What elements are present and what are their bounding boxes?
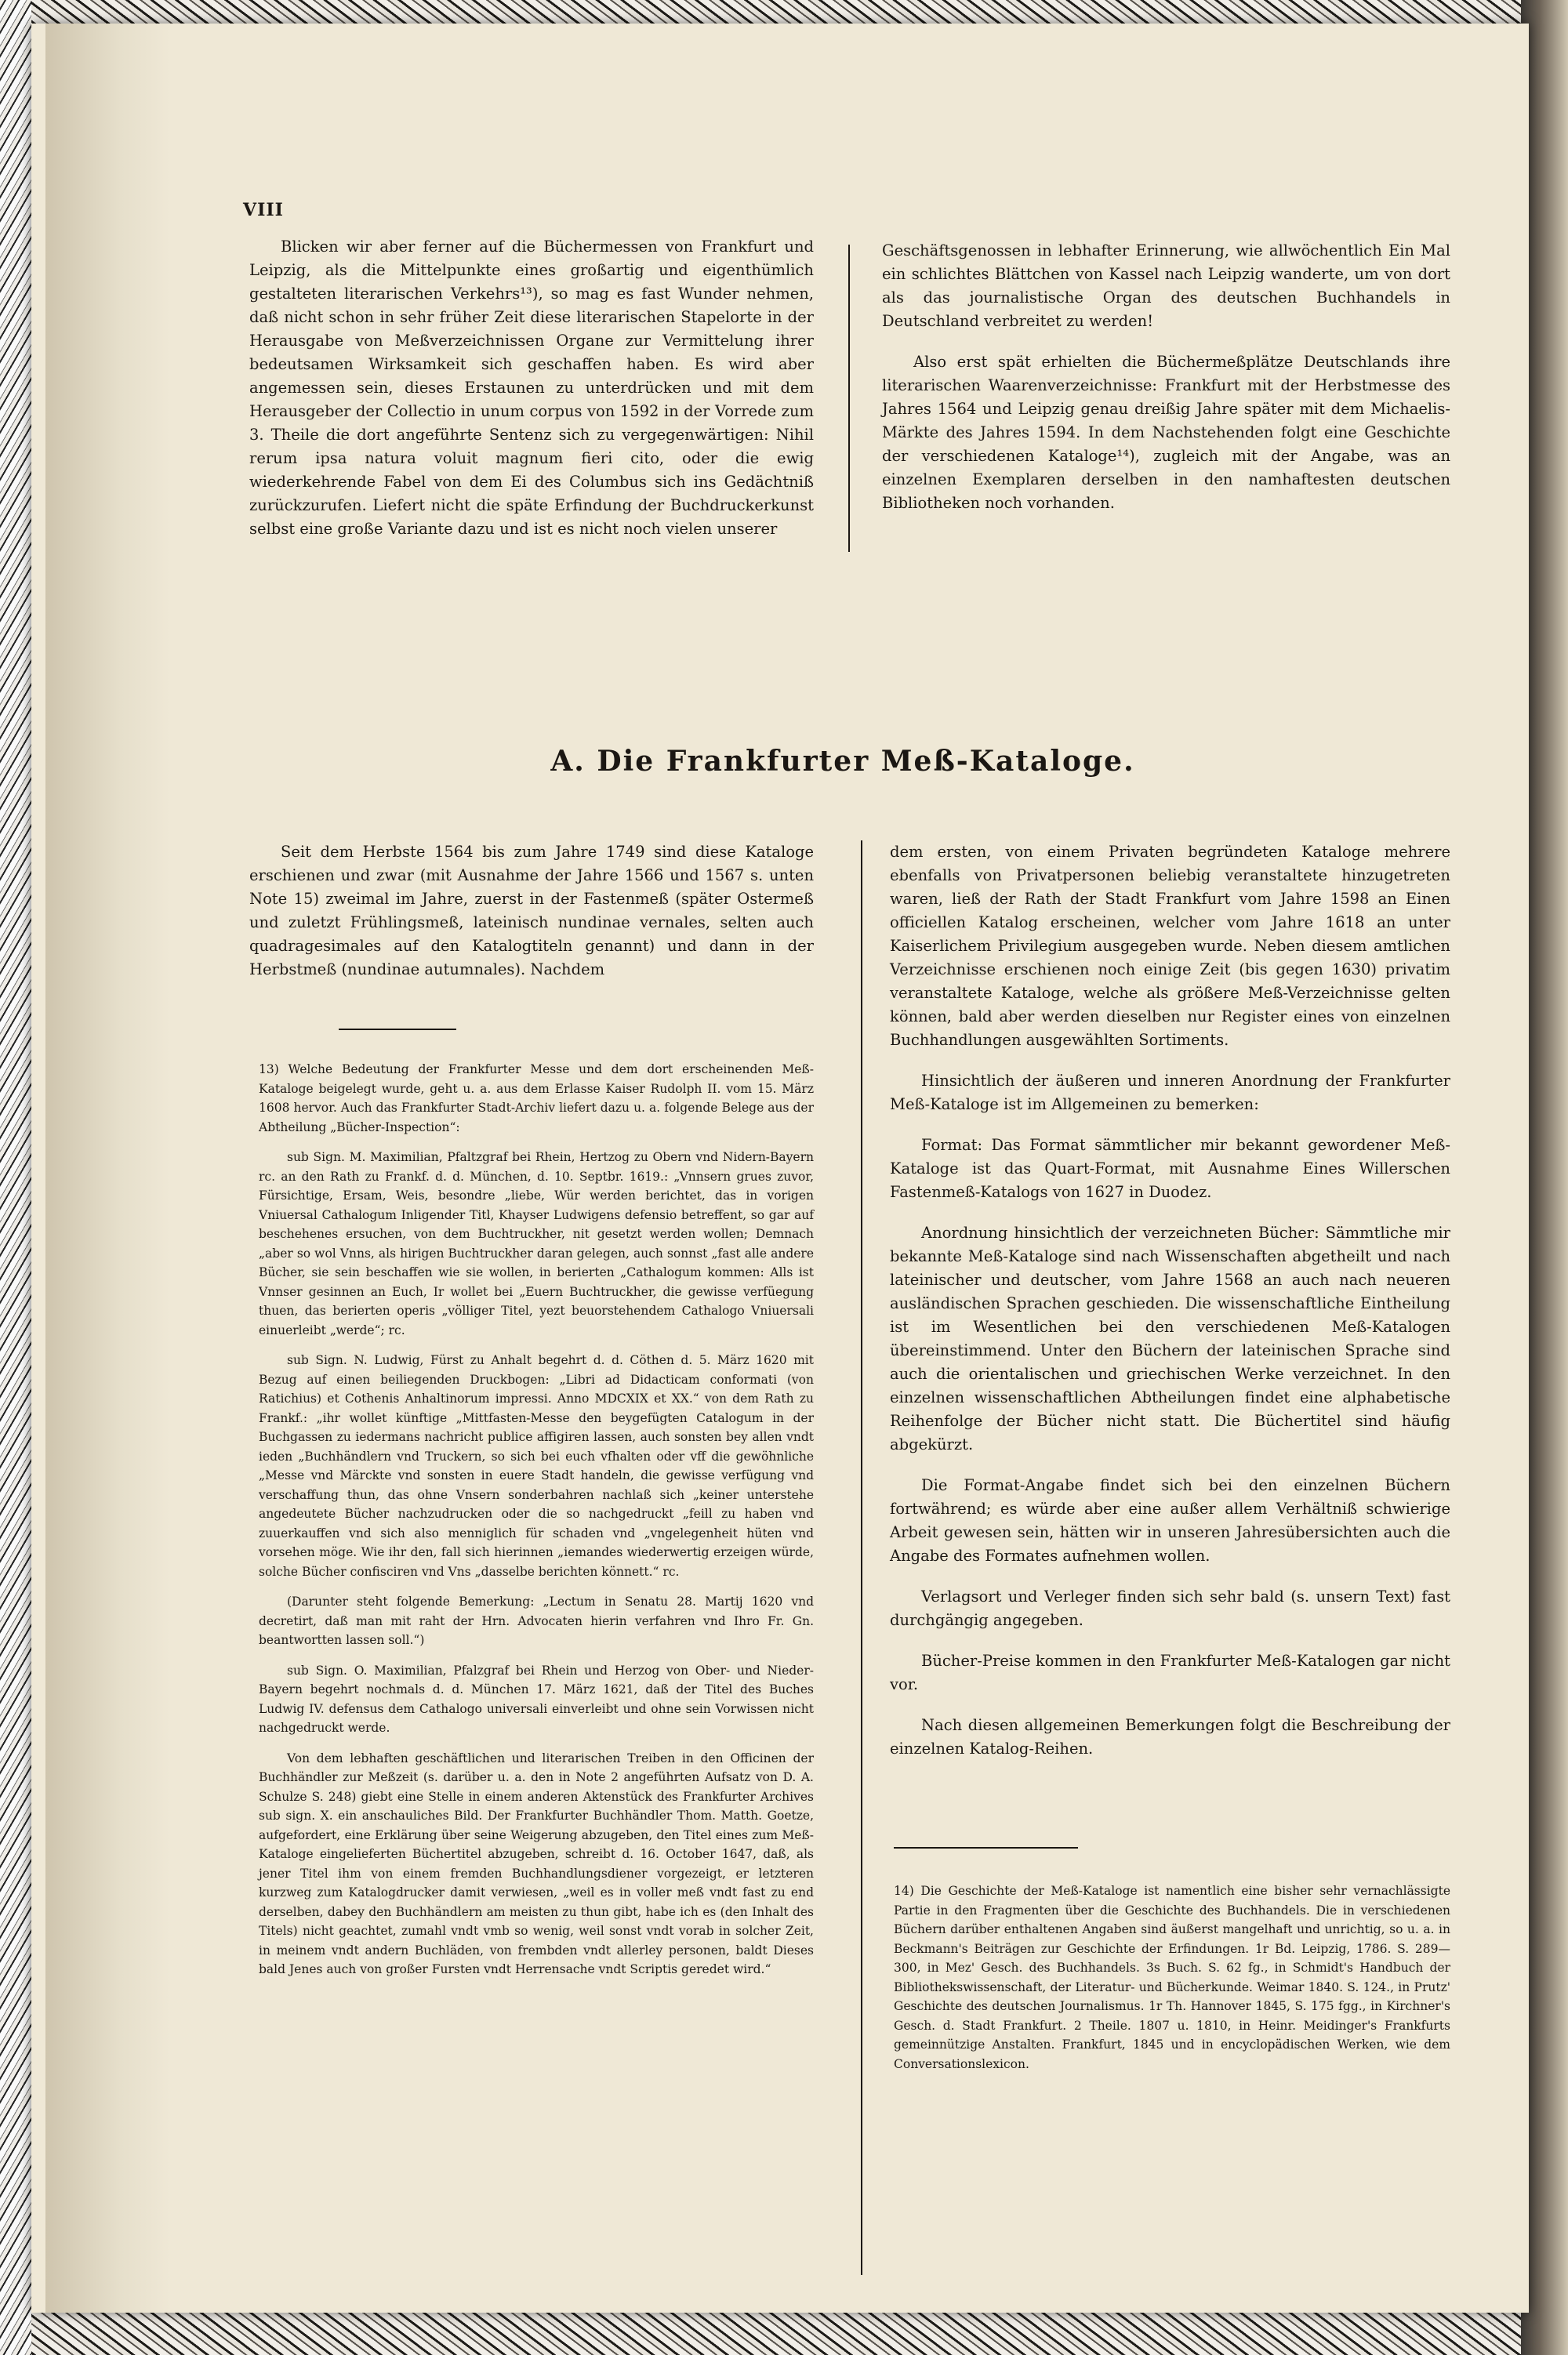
section-right-format: Format: Das Format sämmtlicher mir bekannt gewordener Meß-Kataloge ist das Quart-Format, mit Ausnahme Eines Willerschen Fastenmeß-Katalogs von 1627 in Duodez. — [890, 1136, 1450, 1201]
footnote-13-sign-n: sub Sign. N. Ludwig, Fürst zu Anhalt begehrt d. d. Cöthen d. 5. März 1620 mit Bezug auf einen beiliegenden Druckbogen: „Libri ad Didacticam conformati (von Ratichius) et Cothenis Anhaltinorum impressi. Anno MDCXIX et XX.“ von dem Rath zu Frankf.: „ihr wollet künftige „Mittfasten-Messe den beygefügten Catalogum in der Buchgassen zu iedermans nachricht publice affigiren lassen, auch sonsten bey allen vndt ieden „Buchhändlern vnd Truckern, so sich bei euch vfhalten oder vff die gewöhnliche „Messe vnd Märckte vnd sonsten in euere Stadt handeln, die gewisse verfügung vnd verschaffung thun, das ohne Vnsern sonderbahren nachlaß sich „keiner unterstehe angedeutete Bücher nachzudrucken oder die so nachgedruckt „feill zu haben vnd zuuerkauffen vnd sich also menniglich für schaden vnd „vngelegenheit hüten vnd vorsehen möge. Wie ihr den, fall sich hierinnen „iemandes wiederwertig erzeigen würde, solche Bücher confisciren vnd Vns „dasselbe berichten könnett.“ rc. — [259, 1353, 814, 1579]
top-right-paragraph-2: Also erst spät erhielten die Büchermeßplätze Deutschlands ihre literarischen Waarenverzeichnisse: Frankfurt mit der Herbstmesse des Jahres 1564 und Leipzig genau dreißig Jahre später mit dem Michaelis-Märkte des Jahres 1594. In dem Nachstehenden folgt eine Geschichte der verschiedenen Kataloge¹⁴), zugleich mit der Angabe, was an einzelnen Exemplaren derselben in den namhaftesten deutschen Bibliotheken noch vorhanden. — [882, 353, 1450, 512]
section-right-preise: Bücher-Preise kommen in den Frankfurter Meß-Katalogen gar nicht vor. — [890, 1652, 1450, 1693]
footnote-rule-left — [339, 1029, 456, 1030]
footnote-13 — [259, 1060, 814, 1979]
footnote-13-closing: Von dem lebhaften geschäftlichen und literarischen Treiben in den Officinen der Buchhändler zur Meßzeit (s. darüber u. a. den in Note 2 angeführten Aufsatz von D. A. Schulze S. 248) giebt eine Stelle in einem anderen Aktenstück des Frankfurter Archives sub sign. X. ein anschauliches Bild. Der Frankfurter Buchhändler Thom. Matth. Goetze, aufgefordert, eine Erklärung über seine Weigerung abzugeben, den Titel eines zum Meß-Kataloge eingelieferten Büchertitel abzugeben, schreibt d. 16. October 1647, daß, als jener Titel ihm von einem fremden Buchhandlungsdiener vorgezeigt, er letzteren kurzweg zum Katalogdrucker damit verwiesen, „weil es in voller meß vndt fast zu end derselben, dabey den Buchhändlern am meisten zu thun gibt, habe ich es (den Inhalt des Titels) nicht geachtet, zumahl vndt vmb so wenig, weil sonst vndt vorab in solcher Zeit, in meinem vndt andern Buchläden, von frembden vndt allerley personen, baldt Dieses bald Jenes auch von großer Fursten vndt Herrensache vndt Scriptis geredet wird.“ — [259, 1751, 814, 1976]
page-number: VIII — [243, 200, 284, 220]
footnote-13-intro: 13) Welche Bedeutung der Frankfurter Messe und dem dort erscheinenden Meß-Kataloge beigelegt wurde, geht u. a. aus dem Erlasse Kaiser Rudolph II. vom 15. März 1608 hervor. Auch das Frankfurter Stadt-Archiv liefert dazu u. a. folgende Belege aus der Abtheilung „Bücher-Inspection“: — [259, 1062, 814, 1134]
top-right-paragraph-1: Geschäftsgenossen in lebhafter Erinnerung, wie allwöchentlich Ein Mal ein schlichtes Blättchen von Kassel nach Leipzig wanderte, um von dort als das journalistische Organ des deutschen Buchhandels in Deutschland verbreitet zu werden! — [882, 241, 1450, 330]
book-spine-edge — [0, 0, 31, 2355]
top-left-paragraph: Blicken wir aber ferner auf die Büchermessen von Frankfurt und Leipzig, als die Mittelpunkte eines großartig und eigenthümlich gestalteten literarischen Verkehrs¹³), so mag es fast Wunder nehmen, daß nicht schon in sehr früher Zeit diese literarischen Stapelorte in der Herausgabe von Meßverzeichnissen Organe zur Vermittelung ihrer bedeutsamen Wirksamkeit sich geschaffen haben. Es wird aber angemessen sein, dieses Erstaunen zu unterdrücken und mit dem Herausgeber der Collectio in unum corpus von 1592 in der Vorrede zum 3. Theile die dort angeführte Sentenz sich zu vergegenwärtigen: Nihil rerum ipsa natura voluit magnum fieri cito, oder die ewig wiederkehrende Fabel von dem Ei des Columbus sich ins Gedächtniß zurückzurufen. Liefert nicht die späte Erfindung der Buchdruckerkunst selbst eine große Variante dazu und ist es nicht noch vielen unserer — [249, 238, 814, 538]
footnote-14 — [894, 1881, 1450, 2074]
footnote-rule-right — [894, 1847, 1078, 1849]
top-left-column — [249, 235, 814, 541]
section-right-paragraph-1: dem ersten, von einem Privaten begründeten Kataloge mehrere ebenfalls von Privatpersonen beliebig veranstaltete hinzugetreten waren, ließ der Rath der Stadt Frankfurt vom Jahre 1598 an Einen officiellen Katalog erscheinen, welcher vom Jahre 1618 an unter Kaiserlichem Privilegium ausgegeben wurde. Neben diesem amtlichen Verzeichnisse erschienen noch einige Zeit (bis gegen 1630) privatim veranstaltete Kataloge, welche als größere Meß-Verzeichnisse gelten können, bald aber werden dieselben nur Register eines von einzelnen Buchhandlungen ausgewählten Sortiments. — [890, 843, 1450, 1049]
footnote-13-remark: (Darunter steht folgende Bemerkung: „Lectum in Senatu 28. Martij 1620 vnd decretirt, daß man mit raht der Hrn. Advocaten hierin verfahren vnd Ihro Fr. Gn. beantwortten lassen soll.“) — [259, 1595, 814, 1647]
column-divider-bottom — [861, 840, 862, 2275]
section-right-closing: Nach diesen allgemeinen Bemerkungen folgt die Beschreibung der einzelnen Katalog-Reihen. — [890, 1716, 1450, 1758]
section-right-verlagsort: Verlagsort und Verleger finden sich sehr bald (s. unsern Text) fast durchgängig angegeben. — [890, 1588, 1450, 1629]
section-left-column — [249, 840, 814, 982]
top-right-column — [882, 239, 1450, 515]
footnote-13-sign-m: sub Sign. M. Maximilian, Pfaltzgraf bei Rhein, Hertzog zu Obern vnd Nidern-Bayern rc. an den Rath zu Frankf. d. d. München, d. 10. Septbr. 1619.: „Vnnsern grues zuvor, Fürsichtige, Ersam, Weis, besondre „liebe, Wür werden berichtet, das in vorigen Vniuersal Cathalogum Inligender Titl, Khayser Ludwigens defensio betreffent, so gar auf beschehenes ersuchen, von dem Buchtruckher, nit gesetzt werden wollen; Demnach „aber so wol Vnns, als hirigen Buchtruckher daran gelegen, auch sonnst „fast alle andere Bücher, sie sein beschaffen wie sie wollen, in berierten „Cathalogum kommen: Alls ist Vnnser gesinnen an Euch, Ir wollet bei „Euern Buchtruckher, die gewisse verfüegung thuen, das berierten operis „völliger Titel, yezt beuorstehendem Cathalogo Vniuersali einuerleibt „werde“; rc. — [259, 1150, 814, 1337]
column-divider-top — [848, 245, 850, 552]
section-right-column — [890, 840, 1450, 1761]
section-right-format-angabe: Die Format-Angabe findet sich bei den einzelnen Büchern fortwährend; es würde aber eine außer allem Verhältniß schwierige Arbeit gewesen sein, hätten wir in unseren Jahresübersichten auch die Angabe des Formates aufnehmen wollen. — [890, 1476, 1450, 1565]
gutter-shadow — [45, 24, 171, 2313]
section-right-paragraph-2: Hinsichtlich der äußeren und inneren Anordnung der Frankfurter Meß-Kataloge ist im Allgemeinen zu bemerken: — [890, 1072, 1450, 1113]
section-heading: A. Die Frankfurter Meß-Kataloge. — [550, 745, 1135, 778]
section-right-anordnung: Anordnung hinsichtlich der verzeichneten Bücher: Sämmtliche mir bekannte Meß-Kataloge sind nach Wissenschaften abgetheilt und nach lateinischer und deutscher, vom Jahre 1568 an auch nach neueren ausländischen Sprachen geschieden. Die wissenschaftliche Eintheilung ist im Wesentlichen bei den verschiedenen Meß-Katalogen übereinstimmend. Unter den Büchern der lateinischen Sprache sind auch die orientalischen und griechischen Werke verzeichnet. In den einzelnen wissenschaftlichen Abtheilungen findet eine alphabetische Reihenfolge der Bücher nicht statt. Die Büchertitel sind häufig abgekürzt. — [890, 1224, 1450, 1453]
footnote-14-text: 14) Die Geschichte der Meß-Kataloge ist namentlich eine bisher sehr vernachlässigte Partie in den Fragmenten über die Geschichte des Buchhandels. Die in verschiedenen Büchern darüber enthaltenen Angaben sind äußerst mangelhaft und unrichtig, so u. a. in Beckmann's Beiträgen zur Geschichte der Erfindungen. 1r Bd. Leipzig, 1786. S. 289—300, in Mez' Gesch. des Buchhandels. 3s Buch. S. 62 fg., in Schmidt's Handbuch der Bibliothekswissenschaft, der Literatur- und Bücherkunde. Weimar 1840. S. 124., in Prutz' Geschichte des deutschen Journalismus. 1r Th. Hannover 1845, S. 175 fgg., in Kirchner's Gesch. d. Stadt Frankfurt. 2 Theile. 1807 u. 1810, in Heinr. Meidinger's Frankfurts gemeinnützige Anstalten. Frankfurt, 1845 und in encyclopädischen Werken, wie dem Conversationslexicon. — [894, 1884, 1450, 2071]
footnote-13-sign-o: sub Sign. O. Maximilian, Pfalzgraf bei Rhein und Herzog von Ober- und Nieder-Bayern begehrt nochmals d. d. München 17. März 1621, daß der Titel des Buches Ludwig IV. defensus dem Cathalogo universali einverleibt und ohne sein Vorwissen nicht nachgedruckt werde. — [259, 1663, 814, 1735]
section-left-paragraph: Seit dem Herbste 1564 bis zum Jahre 1749 sind diese Kataloge erschienen und zwar (mit Ausnahme der Jahre 1566 und 1567 s. unten Note 15) zweimal im Jahre, zuerst in der Fastenmeß (später Ostermeß und zuletzt Frühlingsmeß, lateinisch nundinae vernales, selten auch quadragesimales auf den Katalogtiteln genannt) und dann in der Herbstmeß (nundinae autumnales). Nachdem — [249, 843, 814, 978]
